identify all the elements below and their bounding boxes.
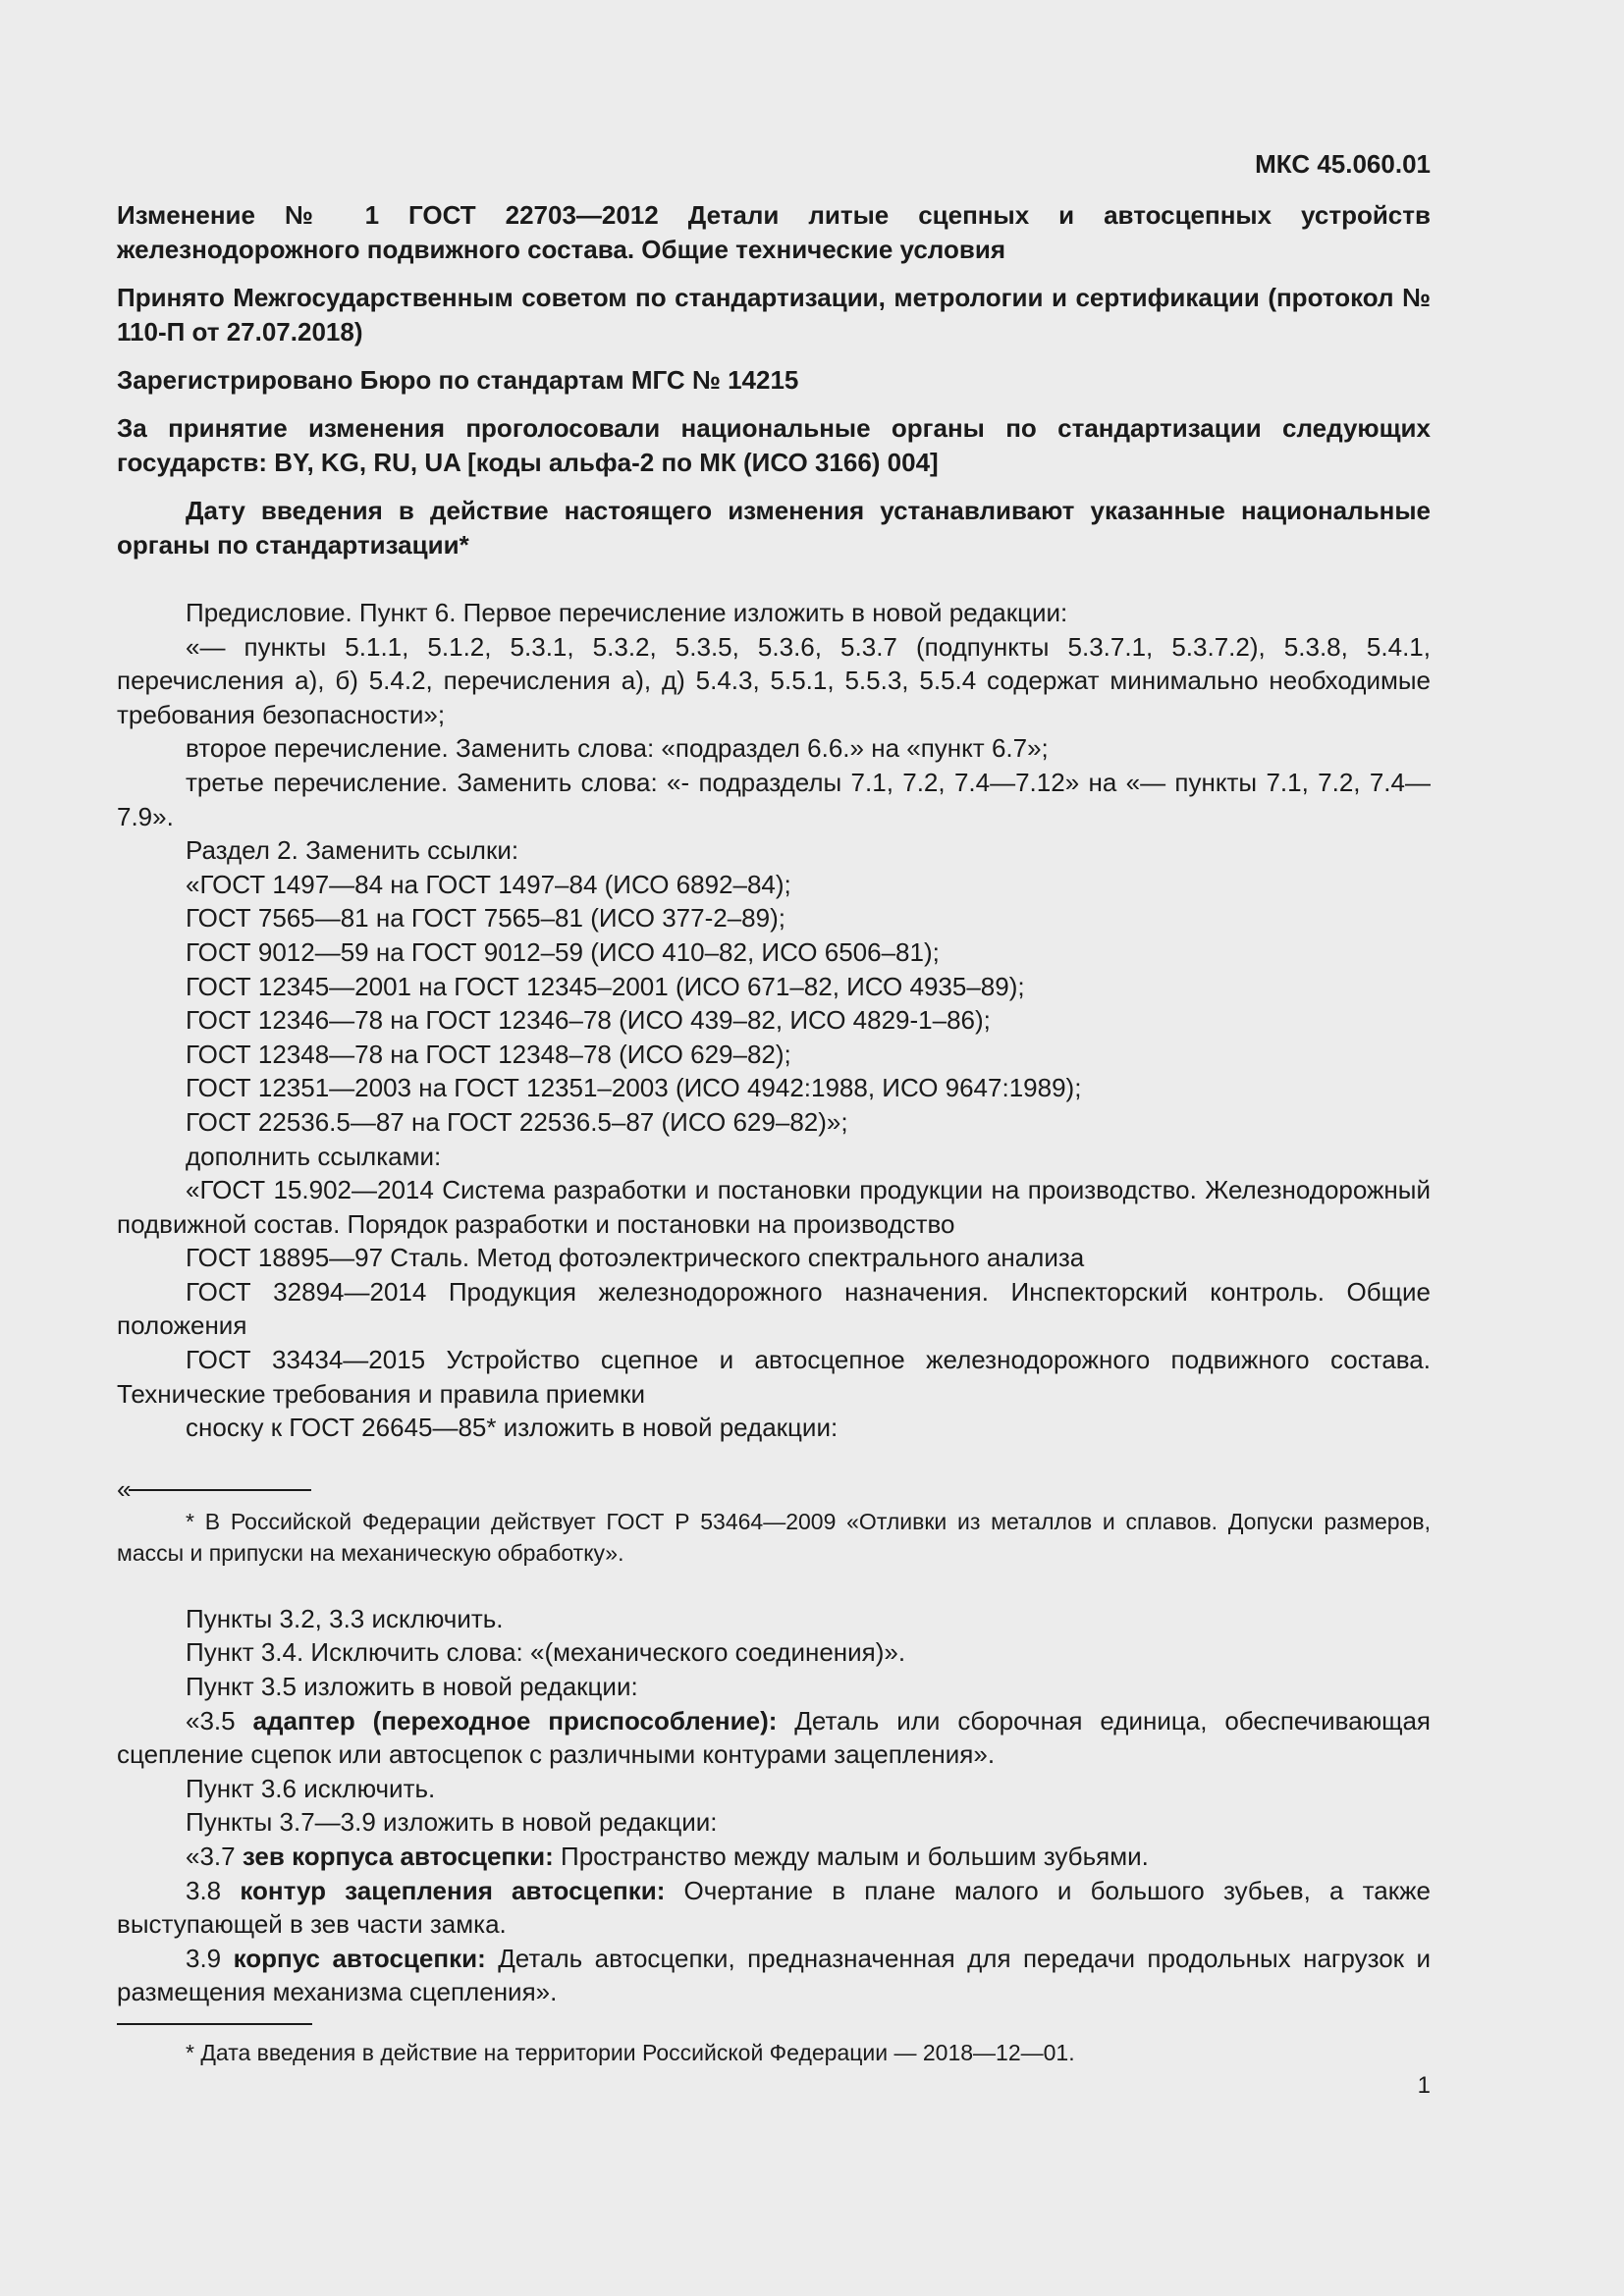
inline-footnote-block (117, 1474, 1431, 1569)
page-footnote-rule (117, 2023, 312, 2025)
definition-text: Деталь автосцепки, предназначенная для передачи продольных нагрузок и размещения механизма сцепления». (117, 1943, 1431, 2007)
body-paragraph: Пункт 3.5 изложить в новой редакции: (186, 1672, 638, 1702)
page-content (117, 147, 1431, 2068)
adopted-note: Принято Межгосударственным советом по стандартизации, метрологии и сертификации (протокол № 110-П от 27.07.2018) (117, 283, 1431, 347)
definition-3-5 (117, 1704, 1431, 1772)
footnote-separator (117, 1474, 1431, 1504)
reference-line: ГОСТ 12346—78 на ГОСТ 12346–78 (ИСО 439–82, ИСО 4829-1–86); (186, 1005, 991, 1036)
reference-line: ГОСТ 12351—2003 на ГОСТ 12351–2003 (ИСО 4942:1988, ИСО 9647:1989); (186, 1073, 1082, 1103)
reference-line: ГОСТ 7565—81 на ГОСТ 7565–81 (ИСО 377-2–89); (186, 903, 785, 934)
reference-line: «ГОСТ 1497—84 на ГОСТ 1497–84 (ИСО 6892–84); (186, 869, 791, 899)
reference-line: ГОСТ 32894—2014 Продукция железнодорожного назначения. Инспекторский контроль. Общие положения (117, 1276, 1431, 1341)
registration-note: Зарегистрировано Бюро по стандартам МГС № 14215 (117, 365, 799, 395)
page-footnote: * Дата введения в действие на территории Российской Федерации — 2018—12—01. (186, 2039, 1075, 2065)
definition-term: корпус автосцепки: (233, 1943, 486, 1973)
body-paragraph: третье перечисление. Заменить слова: «- подразделы 7.1, 7.2, 7.4—7.12» на «— пункты 7.1, 7.2, 7.4—7.9». (117, 767, 1431, 831)
effective-date-note: Дату введения в действие настоящего изменения устанавливают указанные национальные органы по стандартизации* (117, 496, 1431, 560)
opening-quote: « (117, 1473, 132, 1504)
definitions-section (117, 1602, 1431, 2009)
body-paragraph: Предисловие. Пункт 6. Первое перечисление изложить в новой редакции: (186, 598, 1068, 627)
definition-text: Пространство между малым и большим зубьями. (553, 1842, 1149, 1871)
mks-code: МКС 45.060.01 (1255, 149, 1431, 179)
reference-line: ГОСТ 33434—2015 Устройство сцепное и автосцепное железнодорожного подвижного состава. Технические требования и правила приемки (117, 1345, 1431, 1409)
inline-footnote-text: * В Российской Федерации действует ГОСТ Р 53464—2009 «Отливки из металлов и сплавов. Допуски размеров, массы и припуски на механическую обработку». (117, 1508, 1431, 1566)
definition-term: зев корпуса автосцепки: (242, 1842, 554, 1871)
amendment-body (117, 596, 1431, 1445)
body-paragraph: дополнить ссылками: (186, 1141, 442, 1171)
reference-line: ГОСТ 18895—97 Сталь. Метод фотоэлектрического спектрального анализа (186, 1243, 1085, 1273)
body-paragraph: «— пункты 5.1.1, 5.1.2, 5.3.1, 5.3.2, 5.3.5, 5.3.6, 5.3.7 (подпункты 5.3.7.1, 5.3.7.2), 5.3.8, 5.4.1, перечисления а), б) 5.4.2, перечисления а), д) 5.4.3, 5.5.1, 5.5.3, 5.5.4 содержат минимально необходимые требования безопасности»; (117, 631, 1431, 729)
definition-text: Очертание в плане малого и большого зубьев, а также выступающей в зев части замка. (117, 1875, 1431, 1940)
definition-3-7 (117, 1840, 1431, 1874)
reference-line: ГОСТ 12345—2001 на ГОСТ 12345–2001 (ИСО 671–82, ИСО 4935–89); (186, 971, 1025, 1001)
body-paragraph: Пункты 3.7—3.9 изложить в новой редакции: (186, 1807, 718, 1838)
body-paragraph: Раздел 2. Заменить ссылки: (186, 835, 519, 866)
definition-text: Деталь или сборочная единица, обеспечивающая сцепление сцепок или автосцепок с различными контурами зацепления». (117, 1705, 1432, 1770)
amendment-title: Изменение № 1 ГОСТ 22703—2012 Детали литые сцепных и автосцепных устройств железнодорожного подвижного состава. Общие технические условия (117, 200, 1431, 264)
definition-3-9 (117, 1942, 1431, 2009)
body-paragraph: Пункты 3.2, 3.3 исключить. (186, 1603, 504, 1633)
definition-3-8 (117, 1874, 1431, 1942)
page-number: 1 (1417, 2072, 1431, 2099)
definition-number: 3.8 (186, 1875, 241, 1905)
reference-line: «ГОСТ 15.902—2014 Система разработки и постановки продукции на производство. Железнодорожный подвижной состав. Порядок разработки и постановки на производство (117, 1175, 1431, 1239)
footnote-rule (129, 1489, 311, 1491)
reference-line: ГОСТ 22536.5—87 на ГОСТ 22536.5–87 (ИСО 629–82)»; (186, 1106, 848, 1137)
definition-number: 3.9 (186, 1943, 234, 1973)
voting-note: За принятие изменения проголосовали национальные органы по стандартизации следующих государств: BY, KG, RU, UA [коды альфа-2 по МК (ИСО 3166) 004] (117, 413, 1431, 477)
body-paragraph: сноску к ГОСТ 26645—85* изложить в новой редакции: (186, 1413, 839, 1443)
body-paragraph: второе перечисление. Заменить слова: «подраздел 6.6.» на «пункт 6.7»; (186, 733, 1049, 764)
definition-term: адаптер (переходное приспособление): (252, 1705, 778, 1735)
definition-number: «3.5 (186, 1705, 253, 1735)
definition-term: контур зацепления автосцепки: (240, 1875, 666, 1905)
definition-number: «3.7 (186, 1842, 243, 1871)
body-paragraph: Пункт 3.6 исключить. (186, 1773, 436, 1803)
reference-line: ГОСТ 12348—78 на ГОСТ 12348–78 (ИСО 629–82); (186, 1039, 791, 1069)
reference-line: ГОСТ 9012—59 на ГОСТ 9012–59 (ИСО 410–82, ИСО 6506–81); (186, 936, 940, 967)
body-paragraph: Пункт 3.4. Исключить слова: «(механического соединения)». (186, 1637, 906, 1668)
